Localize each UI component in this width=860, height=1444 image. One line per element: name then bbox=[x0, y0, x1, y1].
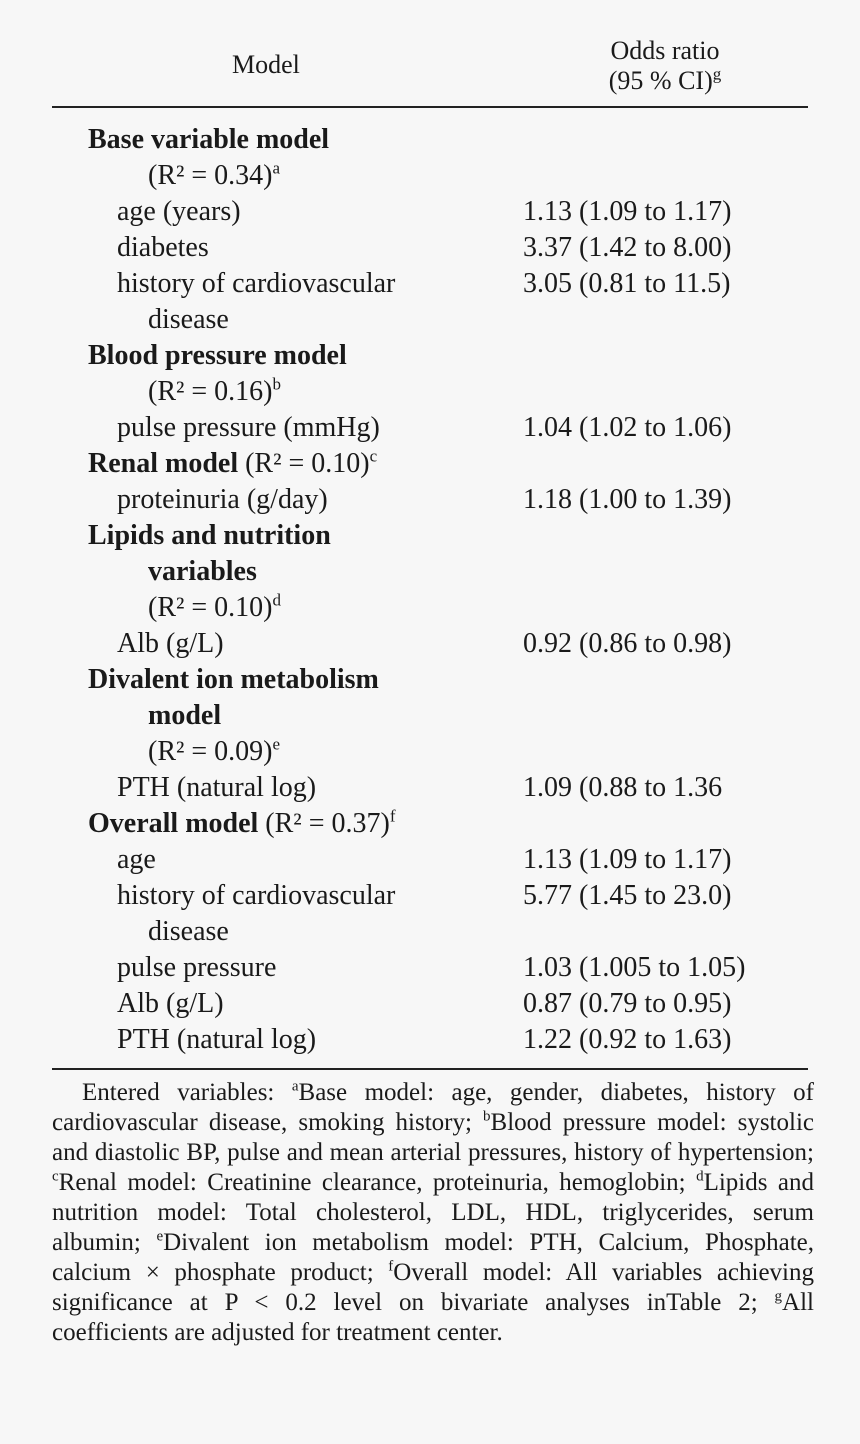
footnote-marker: b bbox=[483, 1108, 491, 1125]
section-r2-row bbox=[52, 734, 808, 770]
table-row bbox=[52, 230, 808, 266]
table-row-continuation bbox=[52, 302, 808, 338]
footnote-marker: b bbox=[272, 374, 282, 394]
odds-ratio-value: 1.09 (0.88 to 1.36 bbox=[523, 772, 723, 803]
table-row bbox=[52, 266, 808, 302]
section-r2-row bbox=[52, 158, 808, 194]
variable-name-continued: disease bbox=[148, 916, 229, 947]
section-title-continued: variables bbox=[148, 556, 257, 587]
variable-name: PTH (natural log) bbox=[117, 772, 317, 803]
r-squared bbox=[148, 590, 281, 626]
odds-ratio-value: 1.22 (0.92 to 1.63) bbox=[523, 1024, 732, 1055]
variable-name: diabetes bbox=[117, 232, 209, 263]
section-heading-row bbox=[52, 554, 808, 590]
section-title: Renal model bbox=[88, 448, 239, 479]
r-squared-value: (R² = 0.10) bbox=[245, 448, 370, 479]
footnote-marker: e bbox=[156, 1228, 164, 1245]
footnote-a: Base model: age, gender, diabetes, history of cardiovascular disease, smoking history; bbox=[52, 1079, 815, 1136]
table-row bbox=[52, 1022, 808, 1058]
table-row bbox=[52, 482, 808, 518]
odds-ratio-value: 1.18 (1.00 to 1.39) bbox=[523, 484, 732, 515]
section-heading-row bbox=[52, 338, 808, 374]
footnote-g: All coefficients are adjusted for treatment center. bbox=[52, 1289, 814, 1346]
variable-name: history of cardiovascular bbox=[117, 268, 396, 299]
footnote-c: Renal model: Creatinine clearance, proteinuria, hemoglobin; bbox=[58, 1169, 697, 1196]
variable-name: PTH (natural log) bbox=[117, 1024, 317, 1055]
table-row bbox=[52, 842, 808, 878]
section-title: Overall model bbox=[88, 808, 259, 839]
variable-name: pulse pressure bbox=[117, 952, 277, 983]
odds-ratio-value: 0.92 (0.86 to 0.98) bbox=[523, 628, 732, 659]
variable-name: age bbox=[117, 844, 156, 875]
footnote-marker: a bbox=[291, 1078, 299, 1095]
model-column-header: Model bbox=[232, 50, 300, 79]
footnote-marker: e bbox=[272, 734, 281, 754]
variable-name: age (years) bbox=[117, 196, 241, 227]
footnote-b: Blood pressure model: systolic and diastolic BP, pulse and mean arterial pressures, history of hypertension; bbox=[52, 1109, 814, 1166]
footnote-marker: d bbox=[696, 1168, 704, 1185]
section-heading-row bbox=[52, 446, 808, 482]
ci-label: (95 % CI) bbox=[608, 66, 713, 95]
footnote-e: Divalent ion metabolism model: PTH, Calcium, Phosphate, calcium × phosphate product; bbox=[52, 1229, 814, 1286]
odds-ratio-value: 1.13 (1.09 to 1.17) bbox=[523, 196, 732, 227]
odds-ratio-value: 3.05 (0.81 to 11.5) bbox=[523, 268, 731, 299]
table-header bbox=[52, 34, 808, 108]
footnote-marker: d bbox=[272, 590, 282, 610]
odds-ratio-value: 3.37 (1.42 to 8.00) bbox=[523, 232, 732, 263]
odds-ratio-header-line2 bbox=[570, 66, 760, 96]
section-heading bbox=[88, 446, 377, 482]
section-title: Blood pressure model bbox=[88, 340, 347, 371]
section-r2-row bbox=[52, 590, 808, 626]
section-title: Divalent ion metabolism bbox=[88, 664, 379, 695]
table-row bbox=[52, 986, 808, 1022]
section-title: Lipids and nutrition bbox=[88, 520, 331, 551]
section-heading-row bbox=[52, 518, 808, 554]
table-row bbox=[52, 770, 808, 806]
odds-ratio-column-header bbox=[570, 36, 760, 96]
odds-ratio-header-line1: Odds ratio bbox=[610, 36, 720, 65]
variable-name: history of cardiovascular bbox=[117, 880, 396, 911]
footnote-marker: f bbox=[389, 806, 396, 826]
footnote-d: Lipids and nutrition model: Total cholesterol, LDL, HDL, triglycerides, serum albumin; bbox=[52, 1169, 815, 1256]
table-footnote bbox=[52, 1078, 814, 1348]
section-heading-row bbox=[52, 698, 808, 734]
table-body bbox=[52, 108, 808, 1070]
variable-name: Alb (g/L) bbox=[117, 988, 224, 1019]
table-row bbox=[52, 194, 808, 230]
r-squared bbox=[148, 374, 281, 410]
r-squared-value: (R² = 0.16) bbox=[148, 376, 273, 407]
footnote-marker: f bbox=[388, 1258, 394, 1275]
section-heading-row bbox=[52, 122, 808, 158]
odds-ratio-value: 1.13 (1.09 to 1.17) bbox=[523, 844, 732, 875]
odds-ratio-value: 0.87 (0.79 to 0.95) bbox=[523, 988, 732, 1019]
odds-ratio-value: 1.03 (1.005 to 1.05) bbox=[523, 952, 746, 983]
odds-ratio-value: 1.04 (1.02 to 1.06) bbox=[523, 412, 732, 443]
variable-name: pulse pressure (mmHg) bbox=[117, 412, 380, 443]
footnote-marker: c bbox=[369, 446, 378, 466]
footnote-f: Overall model: All variables achieving significance at P < 0.2 level on bivariate analyses inTable 2; bbox=[52, 1259, 814, 1316]
variable-name-continued: disease bbox=[148, 304, 229, 335]
footnote-marker: g bbox=[774, 1288, 783, 1305]
odds-ratio-value: 5.77 (1.45 to 23.0) bbox=[523, 880, 732, 911]
section-title-continued: model bbox=[148, 700, 222, 731]
r-squared-value: (R² = 0.37) bbox=[265, 808, 390, 839]
section-r2-row bbox=[52, 374, 808, 410]
r-squared-value: (R² = 0.10) bbox=[148, 592, 273, 623]
variable-name: proteinuria (g/day) bbox=[117, 484, 328, 515]
r-squared bbox=[148, 158, 280, 194]
r-squared-value: (R² = 0.34) bbox=[148, 160, 273, 191]
section-heading-row bbox=[52, 806, 808, 842]
table-row-continuation bbox=[52, 914, 808, 950]
table-row bbox=[52, 878, 808, 914]
footnote-marker: g bbox=[712, 64, 722, 84]
variable-name: Alb (g/L) bbox=[117, 628, 224, 659]
r-squared bbox=[148, 734, 280, 770]
footnote-intro: Entered variables: bbox=[82, 1079, 292, 1106]
table-row bbox=[52, 950, 808, 986]
r-squared-value: (R² = 0.09) bbox=[148, 736, 273, 767]
section-heading bbox=[88, 806, 395, 842]
footnote-marker: c bbox=[52, 1168, 59, 1185]
section-title: Base variable model bbox=[88, 124, 330, 155]
footnote-marker: a bbox=[272, 158, 281, 178]
table-row bbox=[52, 410, 808, 446]
table-row bbox=[52, 626, 808, 662]
section-heading-row bbox=[52, 662, 808, 698]
results-table bbox=[52, 34, 808, 1070]
